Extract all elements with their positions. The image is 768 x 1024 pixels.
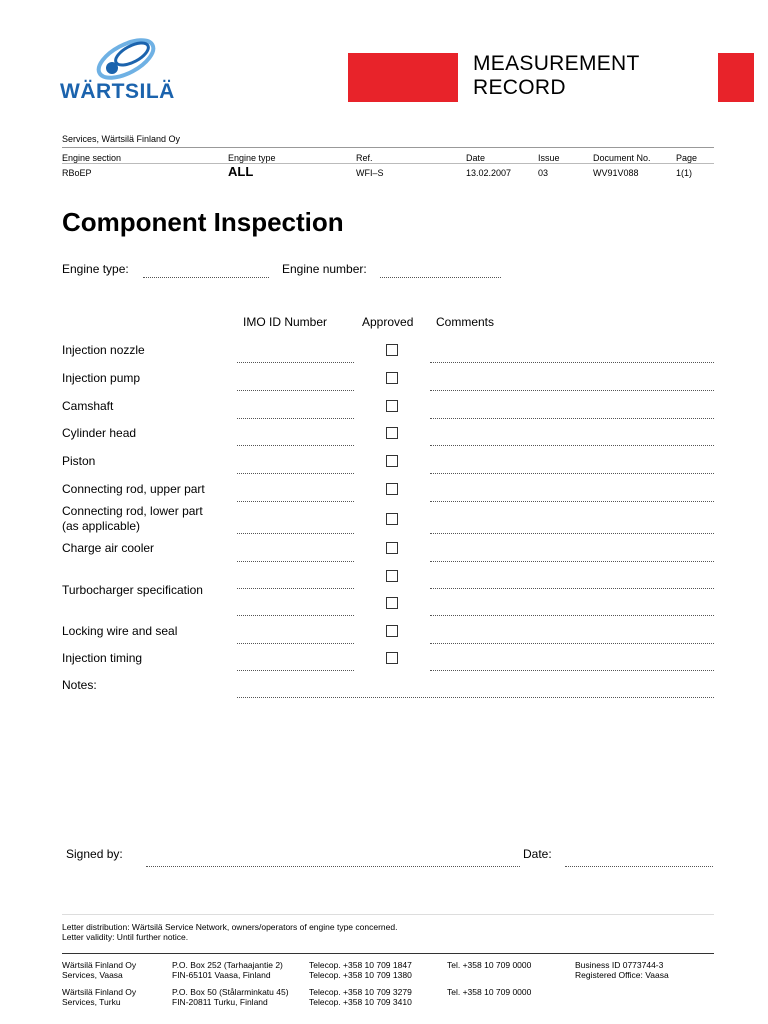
comments-field-piston[interactable] <box>430 473 714 474</box>
notes-label: Notes: <box>62 678 97 692</box>
approved-checkbox-injection-timing[interactable] <box>386 652 398 664</box>
imo-field-piston[interactable] <box>237 473 354 474</box>
registered-office: Registered Office: Vaasa <box>575 970 669 980</box>
approved-checkbox-turbocharger-2[interactable] <box>386 597 398 609</box>
address-turku-telecop2: Telecop. +358 10 709 3410 <box>309 997 412 1007</box>
footer-divider <box>62 953 714 954</box>
field-label-ref: Ref. <box>356 153 373 163</box>
approved-checkbox-injection-nozzle[interactable] <box>386 344 398 356</box>
field-value-page: 1(1) <box>676 168 693 178</box>
imo-field-turbocharger-2[interactable] <box>237 615 354 616</box>
address-vaasa-telecop1: Telecop. +358 10 709 1847 <box>309 960 412 970</box>
row-label-connecting-rod-upper: Connecting rod, upper part <box>62 482 205 496</box>
comments-field-turbocharger-1[interactable] <box>430 588 714 589</box>
row-label-injection-nozzle: Injection nozzle <box>62 343 145 357</box>
field-value-ref: WFI–S <box>356 168 384 178</box>
business-id: Business ID 0773744-3 <box>575 960 664 970</box>
engine-type-field[interactable] <box>143 277 269 278</box>
field-label-engine-section: Engine section <box>62 153 122 163</box>
imo-field-camshaft[interactable] <box>237 418 354 419</box>
address-turku-city: FIN-20811 Turku, Finland <box>172 997 268 1007</box>
engine-number-field[interactable] <box>380 277 501 278</box>
row-label-cylinder-head: Cylinder head <box>62 426 137 440</box>
brand-logo-text: WÄRTSILÄ <box>60 80 175 103</box>
comments-field-connecting-rod-upper[interactable] <box>430 501 714 502</box>
comments-field-camshaft[interactable] <box>430 418 714 419</box>
comments-field-injection-timing[interactable] <box>430 670 714 671</box>
signed-by-label: Signed by: <box>66 847 123 861</box>
imo-field-injection-pump[interactable] <box>237 390 354 391</box>
wartsila-swirl-logo-icon <box>92 36 160 82</box>
imo-field-connecting-rod-upper[interactable] <box>237 501 354 502</box>
approved-checkbox-piston[interactable] <box>386 455 398 467</box>
field-label-engine-type: Engine type <box>228 153 276 163</box>
imo-field-turbocharger-1[interactable] <box>237 588 354 589</box>
address-turku-company: Wärtsilä Finland Oy <box>62 987 137 997</box>
address-vaasa-city: FIN-65101 Vaasa, Finland <box>172 970 271 980</box>
footer-divider-top <box>62 914 714 915</box>
comments-field-charge-air-cooler[interactable] <box>430 561 714 562</box>
date-field[interactable] <box>565 866 713 867</box>
letter-validity: Letter validity: Until further notice. <box>62 932 189 942</box>
date-label: Date: <box>523 847 552 861</box>
field-label-date: Date <box>466 153 486 163</box>
letter-distribution: Letter distribution: Wärtsilä Service Network, owners/operators of engine type concerned. <box>62 922 398 932</box>
row-label-injection-pump: Injection pump <box>62 371 141 385</box>
approved-checkbox-cylinder-head[interactable] <box>386 427 398 439</box>
row-label-locking-wire-and-seal: Locking wire and seal <box>62 624 178 638</box>
comments-field-connecting-rod-lower[interactable] <box>430 533 714 534</box>
approved-checkbox-connecting-rod-upper[interactable] <box>386 483 398 495</box>
approved-checkbox-turbocharger-1[interactable] <box>386 570 398 582</box>
company-name: Services, Wärtsilä Finland Oy <box>62 134 181 144</box>
address-vaasa-company: Wärtsilä Finland Oy <box>62 960 137 970</box>
accent-red-block-left <box>348 53 458 102</box>
row-label-connecting-rod-lower: Connecting rod, lower part <box>62 504 203 518</box>
address-vaasa-tel: Tel. +358 10 709 0000 <box>447 960 532 970</box>
row-label-charge-air-cooler: Charge air cooler <box>62 541 155 555</box>
comments-field-injection-pump[interactable] <box>430 390 714 391</box>
address-turku-unit: Services, Turku <box>62 997 121 1007</box>
imo-field-charge-air-cooler[interactable] <box>237 561 354 562</box>
address-vaasa-box: P.O. Box 252 (Tarhaajantie 2) <box>172 960 283 970</box>
address-turku-tel: Tel. +358 10 709 0000 <box>447 987 532 997</box>
row-label-as-applicable: (as applicable) <box>62 519 141 533</box>
header-divider <box>62 147 714 148</box>
field-label-document-no: Document No. <box>593 153 651 163</box>
notes-field[interactable] <box>237 697 714 698</box>
column-header-comments: Comments <box>436 315 495 329</box>
field-value-issue: 03 <box>538 168 549 178</box>
approved-checkbox-locking-wire-and-seal[interactable] <box>386 625 398 637</box>
field-value-date: 13.02.2007 <box>466 168 512 178</box>
approved-checkbox-injection-pump[interactable] <box>386 372 398 384</box>
address-turku-telecop1: Telecop. +358 10 709 3279 <box>309 987 412 997</box>
imo-field-connecting-rod-lower[interactable] <box>237 533 354 534</box>
engine-type-label: Engine type: <box>62 262 129 276</box>
imo-field-injection-timing[interactable] <box>237 670 354 671</box>
accent-red-block-right <box>718 53 754 102</box>
row-label-injection-timing: Injection timing <box>62 651 143 665</box>
field-value-engine-section: RBoEP <box>62 168 92 178</box>
column-header-imo: IMO ID Number <box>243 315 328 329</box>
page-title: Component Inspection <box>62 207 344 237</box>
comments-field-locking-wire-and-seal[interactable] <box>430 643 714 644</box>
field-value-engine-type: ALL <box>228 164 254 179</box>
imo-field-cylinder-head[interactable] <box>237 445 354 446</box>
imo-field-injection-nozzle[interactable] <box>237 362 354 363</box>
address-turku-box: P.O. Box 50 (Stålarminkatu 45) <box>172 987 289 997</box>
comments-field-cylinder-head[interactable] <box>430 445 714 446</box>
comments-field-turbocharger-2[interactable] <box>430 615 714 616</box>
comments-field-injection-nozzle[interactable] <box>430 362 714 363</box>
field-label-page: Page <box>676 153 698 163</box>
engine-number-label: Engine number: <box>282 262 367 276</box>
approved-checkbox-camshaft[interactable] <box>386 400 398 412</box>
approved-checkbox-connecting-rod-lower[interactable] <box>386 513 398 525</box>
row-label-camshaft: Camshaft <box>62 399 114 413</box>
field-label-issue: Issue <box>538 153 560 163</box>
address-vaasa-telecop2: Telecop. +358 10 709 1380 <box>309 970 412 980</box>
address-vaasa-unit: Services, Vaasa <box>62 970 123 980</box>
imo-field-locking-wire-and-seal[interactable] <box>237 643 354 644</box>
header-fields-divider <box>62 163 714 164</box>
row-label-piston: Piston <box>62 454 96 468</box>
field-value-document-no: WV91V088 <box>593 168 639 178</box>
approved-checkbox-charge-air-cooler[interactable] <box>386 542 398 554</box>
document-title: MEASUREMENT RECORD <box>473 52 640 99</box>
row-label-turbocharger-specification: Turbocharger specification <box>62 583 203 597</box>
signed-by-field[interactable] <box>146 866 520 867</box>
column-header-approved: Approved <box>362 315 414 329</box>
